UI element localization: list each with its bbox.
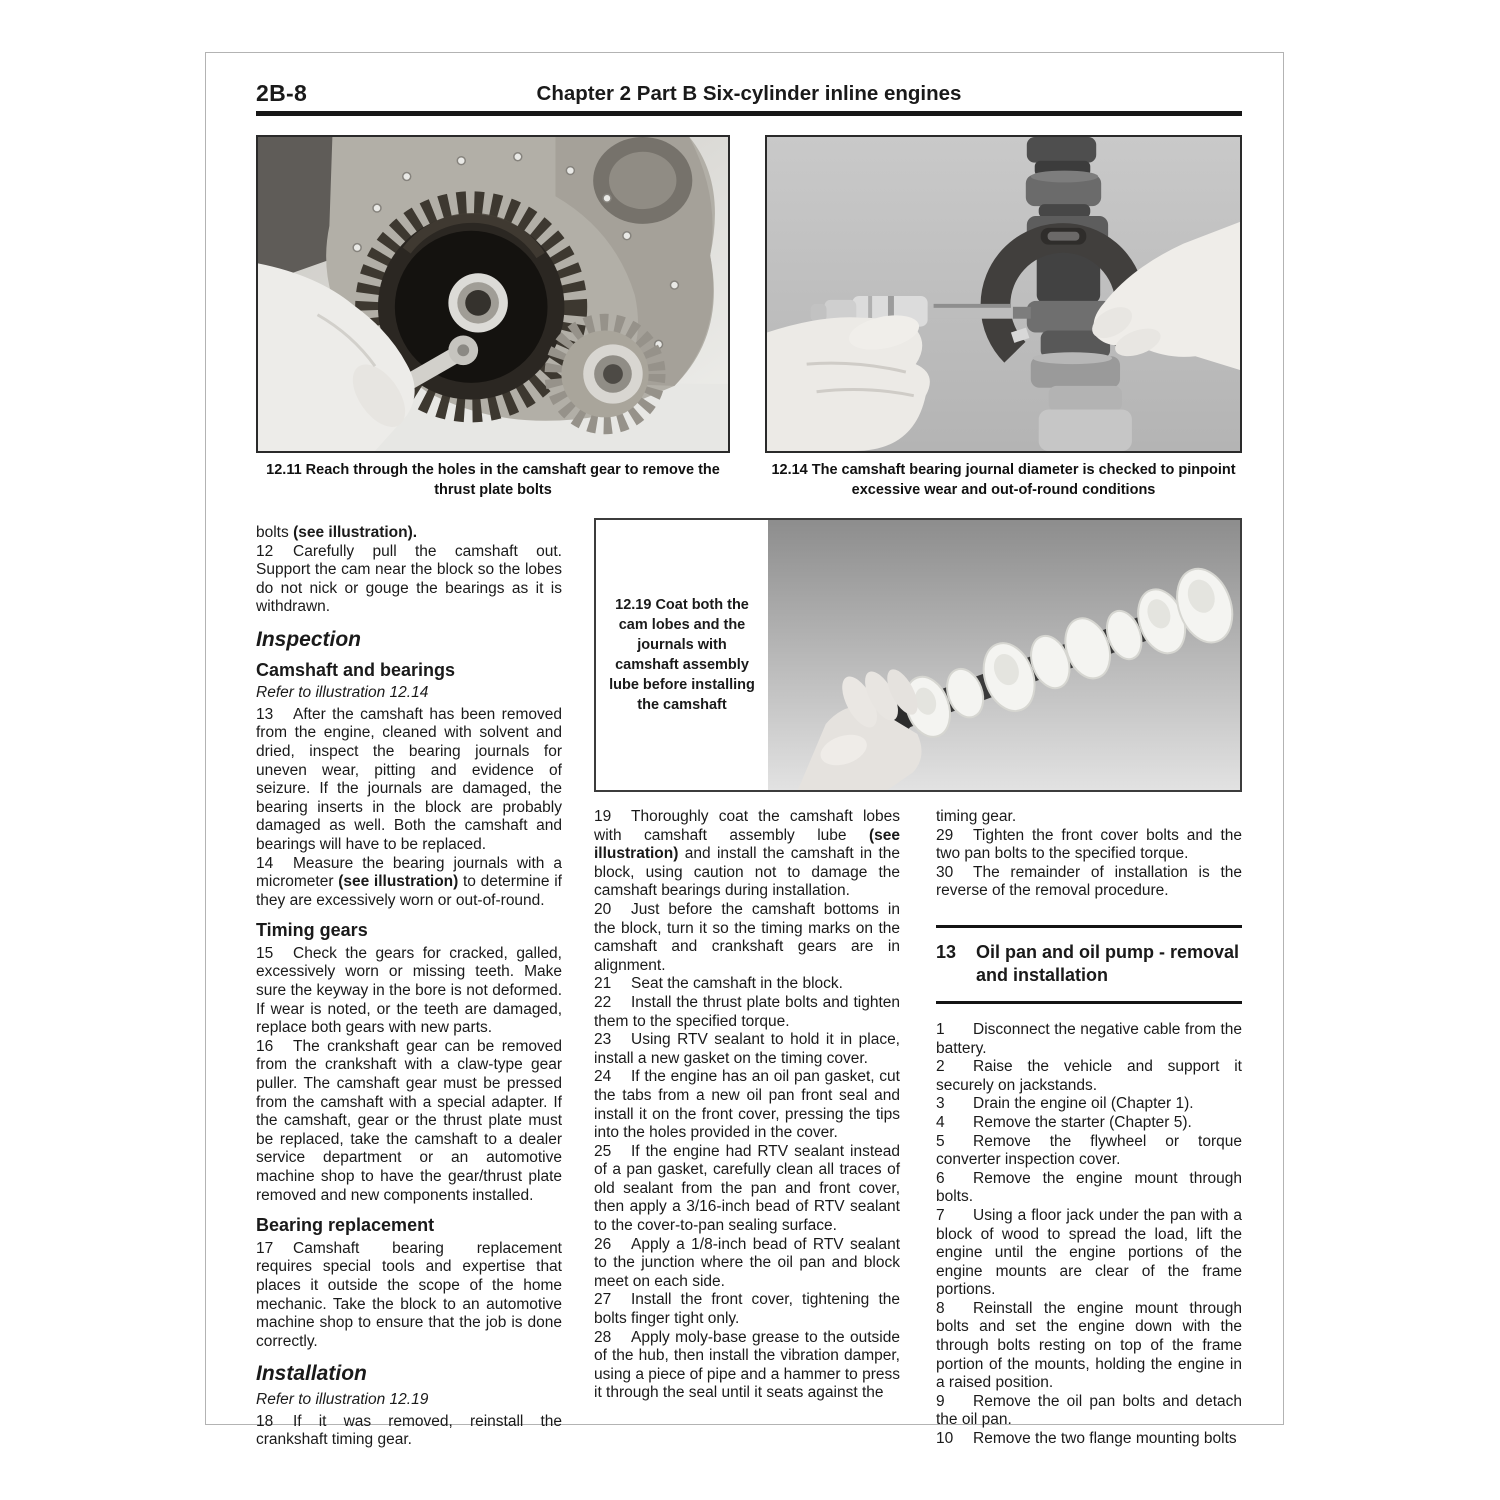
- step-number: 15: [256, 944, 274, 962]
- step-number: 6: [936, 1169, 945, 1187]
- step-number: 23: [594, 1031, 612, 1049]
- sub-heading: Bearing replacement: [256, 1215, 435, 1236]
- wrench-socket: [457, 344, 469, 356]
- paragraph: 28 Apply moly-base grease to the outside of the hub, then install the vibration damper, using a piece of pipe and a hammer to press it through the seal until it seats against the: [594, 1328, 900, 1402]
- step-number: 12: [256, 542, 274, 560]
- paragraph: 5 Remove the flywheel or torque converter inspection cover.: [936, 1132, 1242, 1169]
- paragraph: 21 Seat the camshaft in the block.: [594, 975, 843, 993]
- paragraph: 12 Carefully pull the camshaft out. Support the cam near the block so the lobes do not nick or gouge the bearings as it is withdrawn.: [256, 542, 562, 616]
- step-number: 1: [936, 1020, 945, 1038]
- step-number: 29: [936, 826, 954, 844]
- caption-12-11: 12.11 Reach through the holes in the camshaft gear to remove the thrust plate bolts: [266, 462, 720, 498]
- paragraph: 10 Remove the two flange mounting bolts: [936, 1430, 1237, 1448]
- text-column-2: [594, 808, 900, 1403]
- step-number: 28: [594, 1328, 612, 1346]
- text-column-1: [256, 524, 562, 1450]
- paragraph: 1 Disconnect the negative cable from the battery.: [936, 1020, 1242, 1057]
- paragraph: 15 Check the gears for cracked, galled, excessively worn or missing teeth. Make sure the keyway in the bore is not deformed. If wear is noted, or the teeth are damaged, replace both gears with new parts.: [256, 944, 562, 1037]
- paragraph: 23 Using RTV sealant to hold it in place, install a new gasket on the timing cover.: [594, 1031, 900, 1067]
- spindle-tip: [1013, 307, 1031, 319]
- paragraph: 8 Reinstall the engine mount through bolts and set the engine down with the through bolts resting on top of the frame portion of the mounts, holding the engine in a raised position.: [936, 1299, 1242, 1392]
- photo-12-14: [765, 135, 1242, 453]
- paragraph: 14 Measure the bearing journals with a micrometer (see illustration) to determine if they are excessively worn or out-of-round.: [256, 854, 562, 909]
- lubed-camshaft-photo-illustration: [768, 520, 1240, 790]
- micrometer-spindle: [916, 307, 1025, 319]
- step-number: 10: [936, 1430, 954, 1448]
- step-number: 16: [256, 1037, 274, 1055]
- paragraph: 30 The remainder of installation is the reverse of the removal procedure.: [936, 863, 1242, 900]
- page-number: 2B-8: [256, 80, 308, 106]
- paragraph: 7 Using a floor jack under the pan with a block of wood to spread the load, lift the engine until the engine portions of the engine mounts are clear of the frame portions.: [936, 1206, 1242, 1299]
- sub-heading: Timing gears: [256, 920, 368, 941]
- paragraph: timing gear.: [936, 808, 1017, 825]
- paragraph: 13 After the camshaft has been removed from the engine, cleaned with solvent and dried, inspect the bearing journals for uneven wear, pitting and evidence of seizure. If the journals are damaged, the bearing inserts in the block are probably damaged as well. Both the camshaft and bearings will have to be replaced.: [256, 705, 562, 853]
- major-heading: Installation: [256, 1362, 367, 1386]
- major-heading: Inspection: [256, 627, 362, 651]
- step-number: 21: [594, 975, 612, 993]
- step-number: 4: [936, 1113, 945, 1131]
- paragraph: 27 Install the front cover, tightening the bolts finger tight only.: [594, 1291, 900, 1328]
- cylinder-bore-inner: [609, 152, 676, 209]
- engine-front-photo-illustration: [258, 137, 728, 451]
- section-title: Oil pan and oil pump - removal and installation: [976, 941, 1240, 985]
- paragraph: 26 Apply a 1/8-inch bead of RTV sealant to the junction where the oil pan and block meet on each side.: [594, 1235, 900, 1290]
- manual-page: [205, 52, 1284, 1449]
- paragraph: 29 Tighten the front cover bolts and the two pan bolts to the specified torque.: [936, 826, 1242, 863]
- step-number: 20: [594, 900, 612, 918]
- sub-heading: Camshaft and bearings: [256, 659, 456, 680]
- step-number: 13: [256, 705, 274, 723]
- frame-slot-inner: [1048, 232, 1080, 241]
- paragraph: 16 The crankshaft gear can be removed from the crankshaft with a claw-type gear puller. The camshaft gear must be pressed from the camshaft with a special adapter. If the camshaft, gear or the thrust plate must be replaced, take the camshaft to a dealer service department or an automotive machine shop to have the gear/thrust plate removed and new components installed.: [256, 1037, 562, 1204]
- header-rule: [256, 111, 1242, 116]
- section-heading: [936, 925, 1242, 1004]
- spindle-marking: [934, 304, 1011, 308]
- step-number: 14: [256, 854, 274, 872]
- illustration-reference: Refer to illustration 12.19: [256, 1390, 429, 1408]
- step-number: 26: [594, 1235, 612, 1253]
- chapter-header: Chapter 2 Part B Six-cylinder inline engines: [536, 82, 962, 105]
- paragraph: 4 Remove the starter (Chapter 5).: [936, 1113, 1192, 1131]
- paragraph: 9 Remove the oil pan bolts and detach the oil pan.: [936, 1392, 1242, 1429]
- step-number: 19: [594, 808, 612, 825]
- step-number: 30: [936, 863, 954, 881]
- step-number: 2: [936, 1058, 945, 1076]
- step-number: 3: [936, 1095, 945, 1113]
- paragraph: 22 Install the thrust plate bolts and tighten them to the specified torque.: [594, 993, 900, 1030]
- paragraph: 18 If it was removed, reinstall the crankshaft timing gear.: [256, 1412, 562, 1449]
- illustration-reference: Refer to illustration 12.14: [256, 684, 429, 702]
- step-number: 27: [594, 1291, 612, 1309]
- step-number: 25: [594, 1142, 612, 1160]
- caption-12-19: 12.19 Coat both the cam lobes and the journals with camshaft assembly lube before installing the camshaft: [609, 597, 755, 713]
- step-number: 24: [594, 1068, 612, 1086]
- paragraph: 19 Thoroughly coat the camshaft lobes with camshaft assembly lube (see illustration) and install the camshaft in the block, using caution not to damage the camshaft bearings during installation.: [594, 808, 900, 900]
- hub-center: [465, 290, 491, 316]
- paragraph: 25 If the engine had RTV sealant instead of a pan gasket, carefully clean all traces of old sealant from the pan and front cover, then apply a 3/16-inch bead of RTV sealant to the cover-to-pan sealing surface.: [594, 1142, 900, 1235]
- figure-12-19: [594, 518, 1242, 792]
- paragraph: 17 Camshaft bearing replacement requires special tools and expertise that places it outside the scope of the home mechanic. Take the block to an automotive machine shop to ensure that the job is done correctly.: [256, 1239, 562, 1350]
- paragraph: 20 Just before the camshaft bottoms in the block, turn it so the timing marks on the camshaft and crankshaft gears are in alignment.: [594, 900, 900, 974]
- step-number: 9: [936, 1392, 945, 1410]
- caption-12-14: 12.14 The camshaft bearing journal diameter is checked to pinpoint excessive wear and out-of-round conditions: [771, 462, 1236, 498]
- photo-12-19: [768, 520, 1240, 790]
- step-number: 17: [256, 1239, 274, 1257]
- paragraph: 6 Remove the engine mount through bolts.: [936, 1169, 1242, 1206]
- step-number: 22: [594, 993, 612, 1011]
- paragraph: 3 Drain the engine oil (Chapter 1).: [936, 1095, 1194, 1113]
- paragraph: 2 Raise the vehicle and support it securely on jackstands.: [936, 1058, 1242, 1094]
- photo-12-11: [256, 135, 730, 453]
- camshaft-measuring-photo-illustration: [767, 137, 1240, 451]
- figure-12-19-caption-panel: [596, 520, 768, 790]
- crankshaft-snout-bore: [603, 364, 623, 384]
- paragraph: 24 If the engine has an oil pan gasket, cut the tabs from a new oil pan front seal and install it on the front cover, pressing the tips into the holes provided in the cover.: [594, 1068, 900, 1142]
- step-number: 8: [936, 1299, 945, 1317]
- paragraph: bolts (see illustration).: [256, 524, 418, 541]
- section-number: 13: [936, 941, 957, 962]
- step-number: 7: [936, 1206, 945, 1224]
- step-number: 5: [936, 1132, 945, 1150]
- ratchet-cap: [811, 304, 827, 322]
- text-column-3: [936, 808, 1242, 1449]
- step-number: 18: [256, 1412, 274, 1430]
